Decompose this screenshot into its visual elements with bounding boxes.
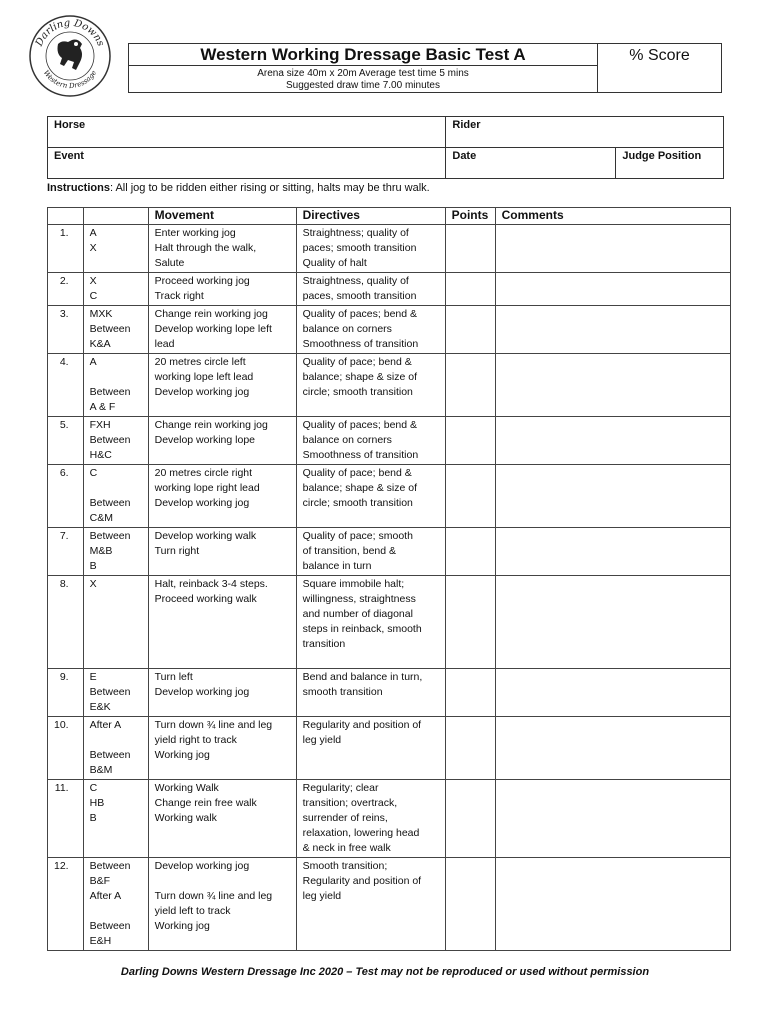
table-row (48, 858, 731, 951)
movement-number-text: 5. (59, 419, 69, 431)
test-header-main (129, 44, 598, 92)
comments-cell (495, 717, 730, 780)
table-row (48, 528, 731, 576)
directives-text-line: and number of diagonal (302, 608, 413, 620)
table-row (48, 576, 731, 669)
column-header-number (48, 208, 84, 225)
movement-number-text: 3. (59, 308, 69, 320)
directives-text (296, 465, 445, 528)
arena-letters-line (90, 904, 142, 919)
directives-text-line: transition; overtrack, (302, 797, 398, 809)
arena-letters-line: B (89, 560, 97, 572)
directives-text-line: Smoothness of transition (302, 338, 419, 350)
directives-text (296, 354, 445, 417)
directives-text-line: balance on corners (302, 323, 392, 335)
arena-letters (83, 306, 148, 354)
movement-text-line: Develop working jog (154, 497, 250, 509)
table-row (48, 465, 731, 528)
table-row (48, 225, 731, 273)
directives-text-line: relaxation, lowering head (302, 827, 420, 839)
directives-text-line: of transition, bend & (302, 545, 397, 557)
movement-text-line: Working jog (154, 749, 210, 761)
arena-letters-line: FXH (89, 419, 111, 431)
directives-text (296, 858, 445, 951)
column-header-points: Points (445, 208, 495, 225)
arena-letters (83, 225, 148, 273)
comments-cell (495, 225, 730, 273)
arena-letters-line (90, 826, 142, 841)
movement-text (148, 717, 296, 780)
movement-number-text: 1. (59, 227, 69, 239)
directives-text-line: Smoothness of transition (302, 449, 419, 461)
movement-number-text: 11. (54, 782, 69, 794)
arena-letters-line: Between (89, 530, 131, 542)
arena-letters-line: Between (89, 860, 131, 872)
movement-text (148, 225, 296, 273)
movement-number (48, 858, 84, 951)
directives-text-line: balance; shape & size of (302, 371, 418, 383)
movement-text-line: Change rein free walk (154, 797, 257, 809)
competitor-info-table (47, 116, 724, 179)
table-row (48, 780, 731, 858)
instructions (47, 182, 430, 194)
movement-text-line (155, 511, 290, 526)
arena-letters-line: Between (89, 920, 131, 932)
directives-text-line: steps in reinback, smooth (302, 623, 422, 635)
rider-field: Rider (446, 117, 724, 148)
directives-text-line: Straightness; quality of (302, 227, 409, 239)
movement-number (48, 306, 84, 354)
directives-text-line: Quality of pace; bend & (302, 356, 412, 368)
points-cell (445, 669, 495, 717)
movement-text-line: Develop working lope left (154, 323, 272, 335)
instructions-text: : All jog to be ridden either rising or sitting, halts may be thru walk. (109, 182, 430, 194)
arena-letters-line: E&H (89, 935, 112, 947)
directives-text-line: willingness, straightness (302, 593, 416, 605)
directives-text-line: Straightness, quality of (302, 275, 409, 287)
movement-number-text: 6. (59, 467, 69, 479)
points-cell (445, 576, 495, 669)
arena-letters (83, 354, 148, 417)
test-title: Western Working Dressage Basic Test A (129, 44, 597, 66)
movement-text (148, 354, 296, 417)
directives-text-line: smooth transition (302, 686, 383, 698)
movement-text-line: Turn down ¾ line and leg (154, 890, 273, 902)
arena-letters-line: X (89, 242, 97, 254)
directives-text-line: Quality of halt (302, 257, 367, 269)
arena-letters-line (90, 733, 142, 748)
movement-text-line: Turn right (154, 545, 200, 557)
movement-text-line (155, 607, 290, 622)
movement-text (148, 780, 296, 858)
date-field: Date (446, 148, 616, 179)
movement-text (148, 528, 296, 576)
directives-text-line (303, 763, 439, 778)
movement-text-line: Halt through the walk, (154, 242, 257, 254)
test-movements-table (47, 207, 731, 951)
directives-text-line (303, 904, 439, 919)
column-header-movement: Movement (148, 208, 296, 225)
comments-cell (495, 465, 730, 528)
movement-number (48, 417, 84, 465)
movement-text-line: Working walk (154, 812, 217, 824)
movement-number-text: 12. (54, 860, 69, 872)
movement-number (48, 465, 84, 528)
directives-text-line: paces; smooth transition (302, 242, 417, 254)
directives-text-line: balance in turn (302, 560, 372, 572)
directives-text (296, 528, 445, 576)
movement-text-line: Develop working jog (154, 686, 250, 698)
arena-letters-line: M&B (89, 545, 113, 557)
comments-cell (495, 669, 730, 717)
directives-text-line: circle; smooth transition (302, 386, 413, 398)
movement-text-line: lead (154, 338, 175, 350)
table-row (48, 417, 731, 465)
directives-text (296, 273, 445, 306)
points-cell (445, 225, 495, 273)
comments-cell (495, 780, 730, 858)
arena-letters (83, 717, 148, 780)
movement-text-line: Track right (154, 290, 204, 302)
comments-cell (495, 306, 730, 354)
arena-letters-line: B (89, 812, 97, 824)
directives-text (296, 225, 445, 273)
arena-letters-line: Between (89, 749, 131, 761)
directives-text-line (303, 934, 439, 949)
movement-text-line: Change rein working jog (154, 419, 268, 431)
movement-text-line (155, 826, 290, 841)
points-cell (445, 858, 495, 951)
directives-text-line: Regularity; clear (302, 782, 379, 794)
arena-letters (83, 417, 148, 465)
movement-text-line: Develop working lope (154, 434, 256, 446)
movement-text-line: Develop working jog (154, 386, 250, 398)
directives-text-line: Bend and balance in turn, (302, 671, 423, 683)
directives-text-line: Regularity and position of (302, 875, 422, 887)
directives-text (296, 717, 445, 780)
arena-letters-line (90, 481, 142, 496)
movement-number-text: 2. (59, 275, 69, 287)
directives-text-line: Smooth transition; (302, 860, 388, 872)
arena-letters-line: E (89, 671, 97, 683)
directives-text-line (303, 511, 439, 526)
arena-letters-line (90, 256, 142, 271)
movement-text-line (155, 934, 290, 949)
arena-letters-line: After A (89, 719, 122, 731)
arena-letters-line: H&C (89, 449, 112, 461)
directives-text-line: Quality of paces; bend & (302, 419, 418, 431)
movement-text (148, 669, 296, 717)
movement-number (48, 528, 84, 576)
movement-text (148, 417, 296, 465)
arena-letters-line: C (89, 467, 98, 479)
movement-number (48, 717, 84, 780)
movement-text-line: working lope left lead (154, 371, 254, 383)
arena-letters-line (90, 652, 142, 667)
directives-text-line: Quality of paces; bend & (302, 308, 418, 320)
footer-copyright: Darling Downs Western Dressage Inc 2020 – Test may not be reproduced or used without permission (120, 966, 650, 978)
arena-letters-line: Between (89, 323, 131, 335)
arena-letters-line: A (89, 356, 97, 368)
directives-text (296, 669, 445, 717)
arena-letters-line: X (89, 578, 97, 590)
movement-text-line: Change rein working jog (154, 308, 268, 320)
points-cell (445, 417, 495, 465)
table-row (48, 273, 731, 306)
arena-letters-line (90, 841, 142, 856)
score-box: % Score (629, 47, 690, 64)
test-subtitle-line1: Arena size 40m x 20m Average test time 5 mins (257, 68, 469, 79)
directives-text (296, 417, 445, 465)
arena-letters-line: Between (89, 434, 131, 446)
arena-letters (83, 465, 148, 528)
movement-text-line: Develop working jog (154, 860, 250, 872)
movement-number-text: 10. (54, 719, 69, 731)
table-row (48, 354, 731, 417)
arena-letters-line (90, 622, 142, 637)
instructions-label: Instructions (47, 182, 110, 194)
points-cell (445, 528, 495, 576)
directives-text-line: surrender of reins, (302, 812, 388, 824)
movement-text (148, 576, 296, 669)
event-field: Event (48, 148, 446, 179)
test-subtitle-line2: Suggested draw time 7.00 minutes (286, 80, 440, 91)
directives-text-line: Quality of pace; bend & (302, 467, 412, 479)
directives-text-line: circle; smooth transition (302, 497, 413, 509)
arena-letters-line: Between (89, 497, 131, 509)
movement-text (148, 465, 296, 528)
arena-letters (83, 528, 148, 576)
movement-text-line (155, 763, 290, 778)
movement-text-line: yield left to track (154, 905, 231, 917)
logo-text-top: Darling Downs (33, 17, 107, 49)
movement-number (48, 273, 84, 306)
movement-text (148, 306, 296, 354)
directives-text-line (303, 919, 439, 934)
movement-text-line (155, 400, 290, 415)
judge-position-field: Judge Position (616, 148, 724, 179)
arena-letters-line: B&F (89, 875, 111, 887)
arena-letters (83, 780, 148, 858)
arena-letters-line: MXK (89, 308, 113, 320)
directives-text-line: & neck in free walk (302, 842, 391, 854)
comments-cell (495, 417, 730, 465)
comments-cell (495, 528, 730, 576)
directives-text (296, 576, 445, 669)
table-row (48, 717, 731, 780)
arena-letters-line: C&M (89, 512, 113, 524)
directives-text-line: Square immobile halt; (302, 578, 405, 590)
comments-cell (495, 354, 730, 417)
directives-text-line: balance on corners (302, 434, 392, 446)
test-header (128, 43, 722, 93)
movement-text-line: Salute (154, 257, 185, 269)
movement-text (148, 273, 296, 306)
directives-text (296, 306, 445, 354)
arena-letters-line: After A (89, 890, 122, 902)
arena-letters (83, 576, 148, 669)
movement-number (48, 780, 84, 858)
movement-text-line: Proceed working jog (154, 275, 250, 287)
points-cell (445, 273, 495, 306)
movement-text-line (155, 874, 290, 889)
table-row (48, 669, 731, 717)
movement-text-line (155, 622, 290, 637)
directives-text-line: transition (302, 638, 346, 650)
arena-letters-line: C (89, 782, 98, 794)
arena-letters (83, 273, 148, 306)
arena-letters-line (90, 370, 142, 385)
comments-cell (495, 576, 730, 669)
movement-text-line: Working jog (154, 920, 210, 932)
table-row (48, 306, 731, 354)
movement-text-line: working lope right lead (154, 482, 260, 494)
arena-letters-line: HB (89, 797, 105, 809)
logo-text-bottom: Western Dressage (41, 68, 99, 91)
arena-letters-line: A & F (89, 401, 116, 413)
arena-letters-line: A (89, 227, 97, 239)
movement-number-text: 9. (59, 671, 69, 683)
movement-number (48, 354, 84, 417)
directives-text-line (303, 700, 439, 715)
movement-text-line: Develop working walk (154, 530, 257, 542)
movement-text-line (155, 637, 290, 652)
movement-number-text: 4. (59, 356, 69, 368)
comments-cell (495, 858, 730, 951)
movement-text-line: Turn left (154, 671, 193, 683)
directives-text-line: paces, smooth transition (302, 290, 417, 302)
column-header-letter (83, 208, 148, 225)
arena-letters-line: X (89, 275, 97, 287)
arena-letters-line: E&K (89, 701, 111, 713)
arena-letters-line (90, 637, 142, 652)
directives-text-line (303, 748, 439, 763)
comments-cell (495, 273, 730, 306)
points-cell (445, 354, 495, 417)
directives-text-line: Quality of pace; smooth (302, 530, 413, 542)
movement-number (48, 576, 84, 669)
points-cell (445, 717, 495, 780)
movement-text-line (155, 700, 290, 715)
points-cell (445, 780, 495, 858)
directives-text-line: Regularity and position of (302, 719, 422, 731)
movement-text-line (155, 559, 290, 574)
movement-text-line (155, 448, 290, 463)
movement-text-line: 20 metres circle left (154, 356, 246, 368)
directives-text-line: balance; shape & size of (302, 482, 418, 494)
column-header-comments: Comments (495, 208, 730, 225)
directives-text-line: leg yield (302, 890, 342, 902)
logo (28, 14, 112, 98)
arena-letters-line: Between (89, 386, 131, 398)
arena-letters-line: K&A (89, 338, 111, 350)
movement-text-line: Enter working jog (154, 227, 236, 239)
movement-text-line: 20 metres circle right (154, 467, 253, 479)
directives-text-line (303, 400, 439, 415)
arena-letters-line (90, 607, 142, 622)
column-header-directives: Directives (296, 208, 445, 225)
points-cell (445, 465, 495, 528)
movement-number-text: 8. (59, 578, 69, 590)
arena-letters (83, 858, 148, 951)
arena-letters-line: B&M (89, 764, 113, 776)
movement-text (148, 858, 296, 951)
horse-field: Horse (48, 117, 446, 148)
directives-text (296, 780, 445, 858)
directives-text-line: leg yield (302, 734, 342, 746)
movement-text-line: Halt, reinback 3-4 steps. (154, 578, 268, 590)
movement-text-line (155, 652, 290, 667)
movement-text-line: Working Walk (154, 782, 219, 794)
arena-letters-line (90, 592, 142, 607)
arena-letters (83, 669, 148, 717)
movement-text-line: Turn down ¾ line and leg (154, 719, 273, 731)
movement-text-line (155, 841, 290, 856)
points-cell (445, 306, 495, 354)
movement-number (48, 669, 84, 717)
arena-letters-line: Between (89, 686, 131, 698)
arena-letters-line: C (89, 290, 98, 302)
movement-text-line: yield right to track (154, 734, 237, 746)
movement-number (48, 225, 84, 273)
table-header-row (48, 208, 731, 225)
movement-text-line: Proceed working walk (154, 593, 257, 605)
movement-number-text: 7. (59, 530, 69, 542)
